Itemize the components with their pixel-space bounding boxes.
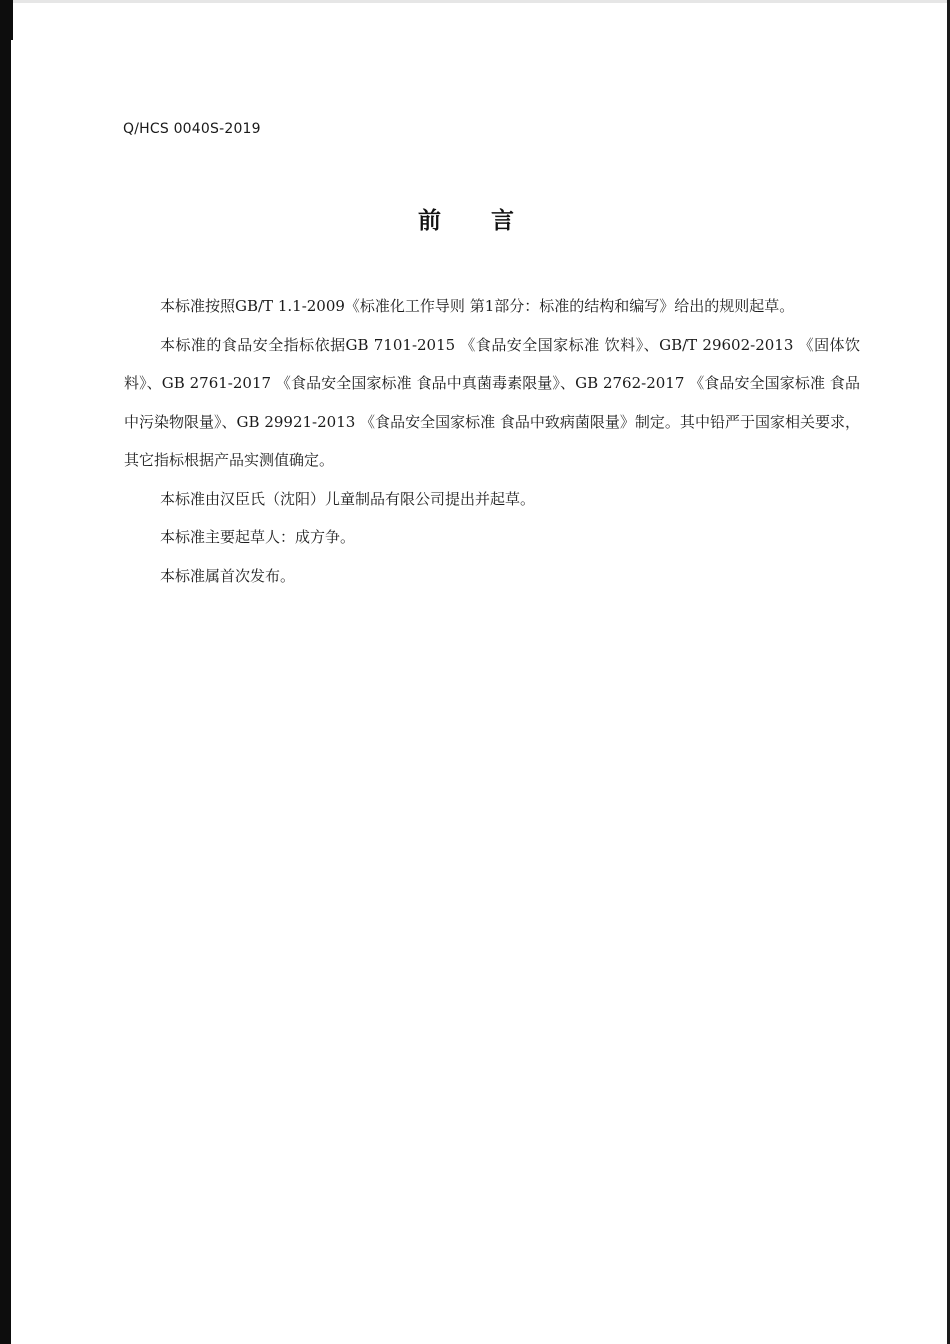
paragraph-safety-indicators: 本标准的食品安全指标依据GB 7101-2015 《食品安全国家标准 饮料》、GB/T 29602-2013 《固体饮料》、GB 2761-2017 《食品安全国家标准 食品中真菌毒素限量》、GB 2762-2017 《食品安全国家标准 食品中污染物限量》、GB 29921-2013 《食品安全国家标准 食品中致病菌限量》制定。其中铅严于国家相关要求，其它指标根据产品实测值确定。 (124, 335, 860, 469)
scan-edge-notch (7, 0, 13, 40)
paragraph-proposer: 本标准由汉臣氏（沈阳）儿童制品有限公司提出并起草。 (160, 489, 536, 508)
scan-edge-top (0, 0, 950, 3)
document-code: Q/HCS 0040S-2019 (123, 121, 261, 137)
document-body (124, 287, 860, 595)
page-title: 前言 (418, 208, 564, 234)
paragraph-drafters: 本标准主要起草人：成方争。 (160, 528, 356, 546)
paragraph-drafting-rules: 本标准按照GB/T 1.1-2009《标准化工作导则 第1部分：标准的结构和编写》给出的规则起草。 (160, 297, 795, 315)
paragraph-first-release: 本标准属首次发布。 (160, 566, 296, 585)
